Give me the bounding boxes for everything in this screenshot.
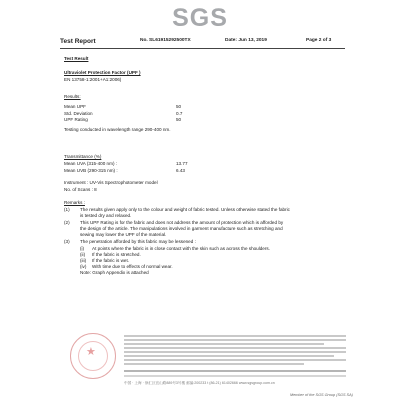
remark-3-line-1: The penetration afforded by this fabric may be lessened : <box>80 239 196 244</box>
transmittance-label-uvb: Mean UVB (290-315 nm) : <box>64 167 118 173</box>
page-indicator: Page 2 of 3 <box>306 38 332 43</box>
footer-address: 中国 · 上海 · 徐汇区宜山路889号3号楼 邮编:200233 t (86-21) 61402666 www.sgsgroup.com.cn <box>124 381 275 385</box>
remark-num-1: (1) <box>64 207 70 212</box>
report-title: Test Report <box>60 38 96 45</box>
remark-2-line-3: sewing may lower the UPF of the material. <box>80 232 167 238</box>
header-rule <box>60 48 345 49</box>
test-name: Ultraviolet Protection Factor (UPF ) <box>64 70 141 75</box>
wavelength-note: Testing conducted in wavelength range 290-400 nm. <box>64 127 171 132</box>
remark-num-3: (3) <box>64 239 70 244</box>
result-label-upf-rating: UPF Rating <box>64 117 88 122</box>
footer-fineprint-line <box>124 355 334 357</box>
result-value-mean-upf: 50 <box>176 104 182 109</box>
transmittance-value-uvb: 6.43 <box>176 167 185 173</box>
graph-appendix-note: Note: Graph Appendix is attached <box>80 270 149 275</box>
footer-fineprint-line <box>124 359 346 361</box>
remark-sub-text-i: At points where the fabric is in close contact with the skin such as across the shoulders. <box>92 245 270 251</box>
result-value-std-dev: 0.7 <box>176 110 183 116</box>
scans-line: No. of Scans : 8 <box>64 186 97 192</box>
transmittance-label-uva: Mean UVA (315-400 nm) : <box>64 161 118 166</box>
remark-sub-num-iv: (iv) <box>80 263 87 269</box>
footer-fineprint-line <box>124 351 346 353</box>
result-label-std-dev: Std. Deviation <box>64 110 93 116</box>
sgs-member-line: Member of the SGS Group (SGS SA) <box>290 393 353 397</box>
footer-address-rule <box>124 370 346 372</box>
seal-star-icon: ★ <box>86 346 96 358</box>
test-standard: EN 13758-1:2001+A1:2006) <box>64 77 122 82</box>
remark-1-line-1: The results given apply only to the colour and weight of fabric tested. Unless otherwise stated the fabric <box>80 207 290 212</box>
footer-fineprint-line <box>124 343 324 345</box>
result-value-upf-rating: 50 <box>176 117 182 122</box>
footer-fineprint-line <box>124 335 346 337</box>
remark-sub-num-iii: (iii) <box>80 257 87 263</box>
instrument-line: Instrument : UV-Vis Spectrophotometer model <box>64 180 158 185</box>
report-number: No. SL61915292500TX <box>140 38 191 43</box>
footer-fineprint-line <box>124 375 346 377</box>
remark-2-line-1: This UPF Rating is for the fabric and does not address the amount of protection which is afforded by <box>80 220 284 225</box>
footer-fineprint-line <box>124 339 346 341</box>
remark-sub-num-ii: (ii) <box>80 251 86 257</box>
report-date: Date: Jun 13, 2019 <box>225 38 267 43</box>
remark-sub-text-iii: If the fabric is wet. <box>92 257 130 263</box>
remarks-heading: Remarks : <box>64 200 85 205</box>
section-test-result: Test Result <box>64 56 89 61</box>
results-heading: Results: <box>64 94 81 99</box>
footer-fineprint-line <box>124 347 346 349</box>
footer-fineprint-line <box>124 363 304 365</box>
sgs-logo: SGS <box>172 4 228 32</box>
transmittance-value-uva: 13.77 <box>176 161 188 166</box>
transmittance-heading: Transmittance (%) <box>64 154 102 159</box>
remark-sub-text-ii: If the fabric is stretched. <box>92 251 141 257</box>
remark-2-line-2: the design of the article. The manipulations involved in garment manufacture such as stretching and <box>80 226 283 232</box>
remark-1-line-2: is tested dry and relaxed. <box>80 213 132 219</box>
remark-num-2: (2) <box>64 220 70 225</box>
remark-sub-num-i: (i) <box>80 245 85 251</box>
result-label-mean-upf: Mean UPF <box>64 104 86 109</box>
remark-sub-text-iv: With time due to effects of normal wear. <box>92 263 173 269</box>
